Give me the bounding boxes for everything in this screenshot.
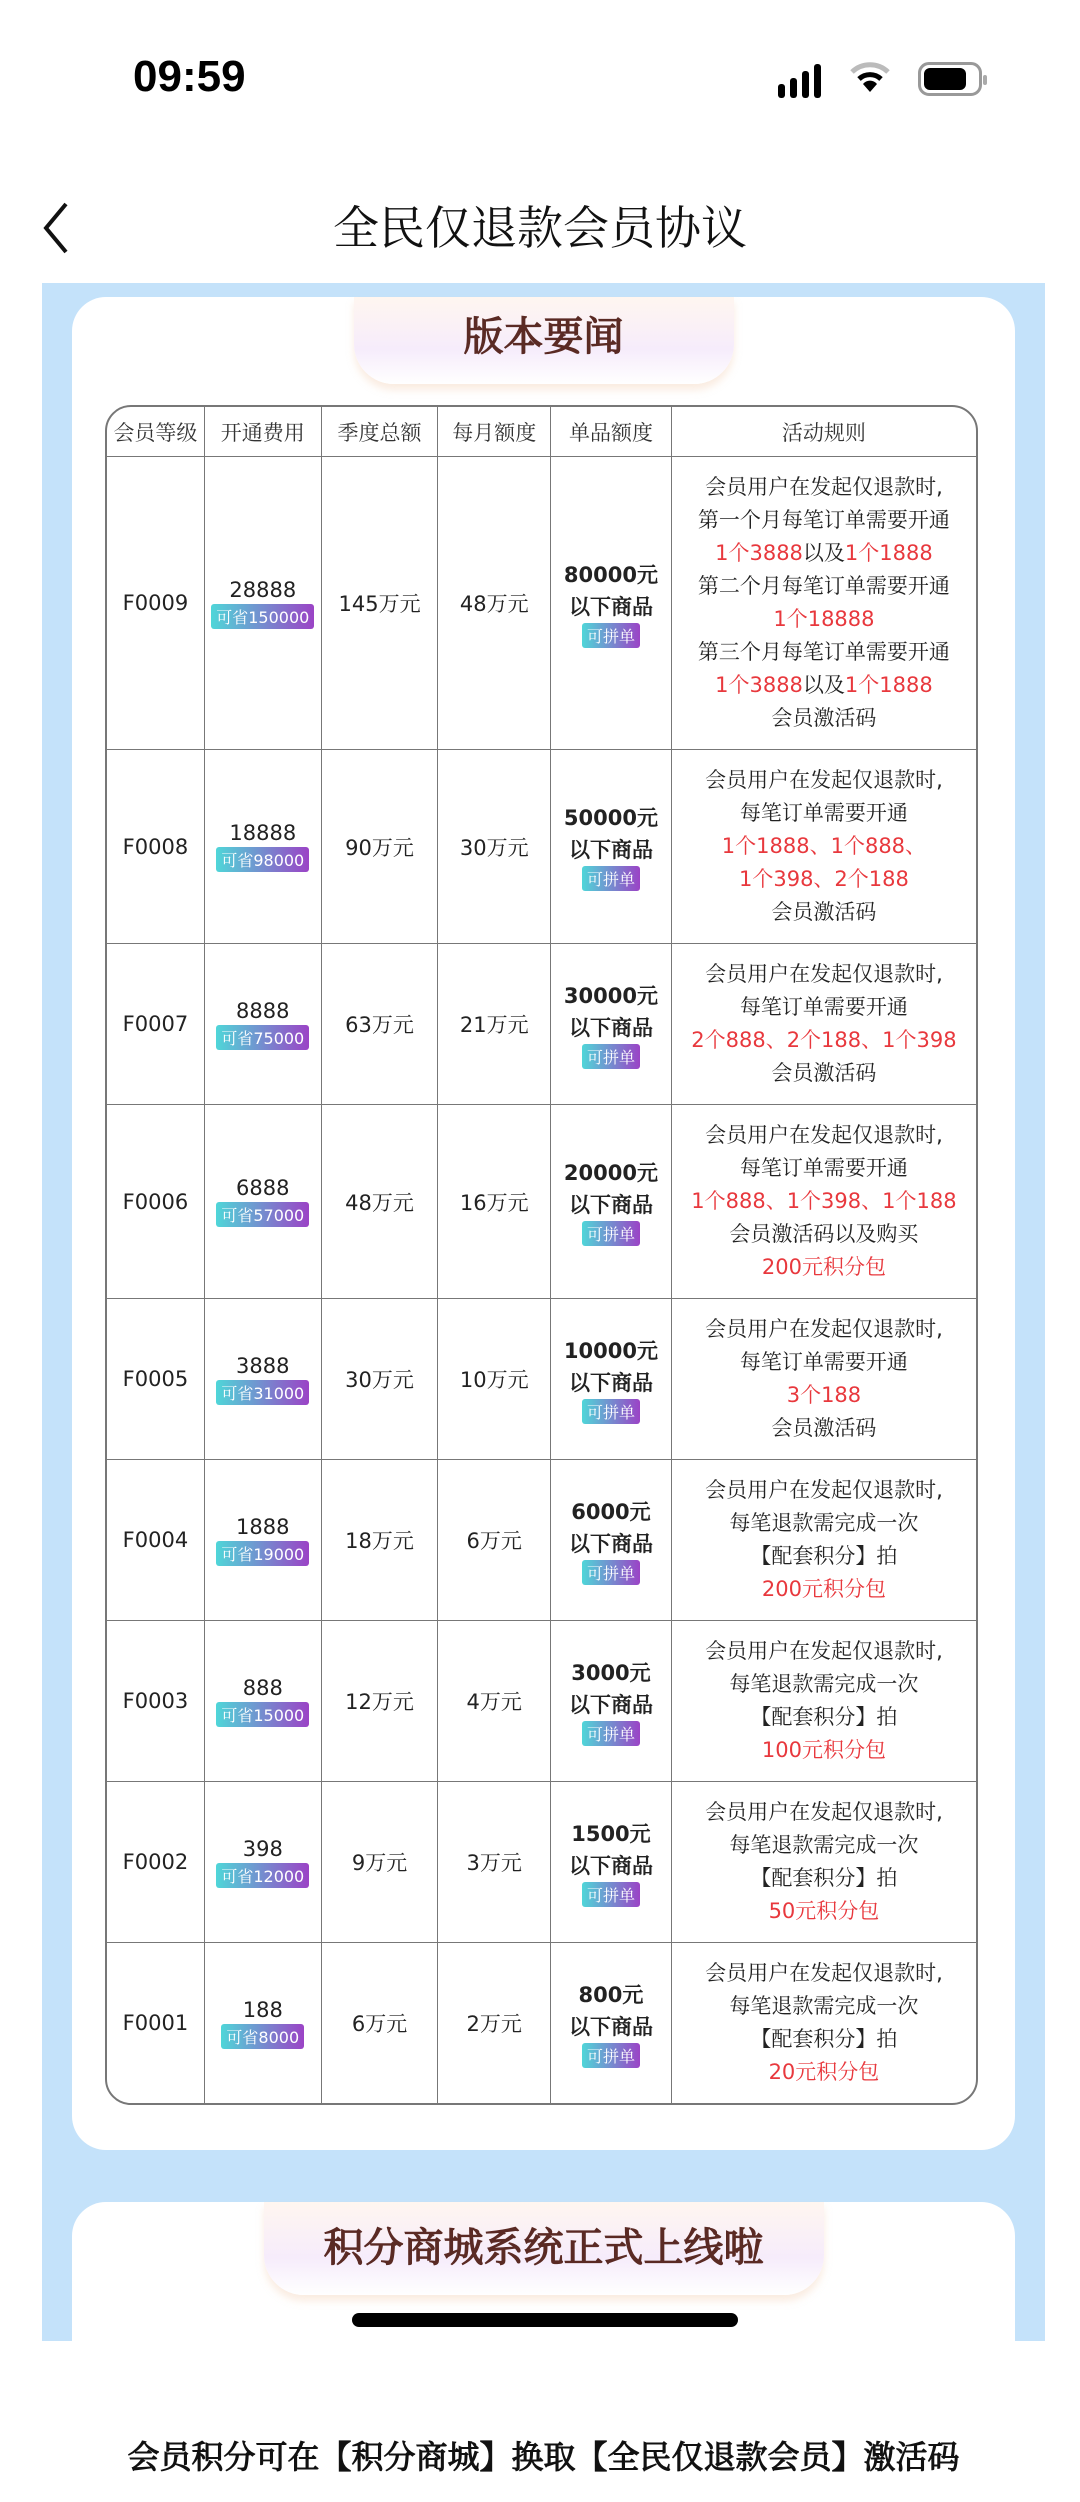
table-row	[107, 1460, 976, 1621]
rule-line	[672, 1734, 976, 1767]
fee-cell	[205, 1105, 322, 1299]
level-cell	[107, 1299, 205, 1460]
fee-value: 398	[242, 1836, 283, 1861]
rule-text: 1个18888	[773, 607, 875, 631]
quarter-cell	[322, 1782, 439, 1943]
fee-value: 6888	[236, 1176, 290, 1200]
rule-line	[672, 1957, 976, 1990]
member-level: F0009	[122, 591, 189, 615]
rule-text: 每笔退款需完成一次	[729, 1672, 919, 1696]
quarter-total: 63万元	[345, 1013, 414, 1037]
item-limit: 6000元	[571, 1499, 651, 1524]
rule-line	[672, 1152, 976, 1185]
month-cell	[438, 1943, 551, 2103]
fee-value: 28888	[229, 577, 297, 602]
quarter-cell	[322, 1105, 439, 1299]
level-cell	[107, 750, 205, 944]
savings-badge: 可省12000	[216, 1863, 309, 1888]
rule-text: 第二个月每笔订单需要开通	[697, 574, 950, 598]
rule-line	[672, 1379, 976, 1412]
rule-text: 会员激活码以及购买	[729, 1222, 919, 1246]
table-row	[107, 1943, 976, 2103]
group-buy-badge: 可拼单	[582, 1044, 640, 1069]
rule-line	[672, 1573, 976, 1606]
item-limit-suffix: 以下商品	[568, 838, 653, 862]
fee-cell	[205, 1299, 322, 1460]
column-header: 季度总额	[322, 407, 439, 457]
rule-line	[672, 1057, 976, 1090]
group-buy-badge: 可拼单	[582, 1560, 640, 1585]
level-cell	[107, 944, 205, 1105]
rule-text: 【配套积分】拍	[750, 1705, 898, 1729]
item-limit: 3000元	[571, 1660, 651, 1685]
home-indicator[interactable]	[352, 2313, 738, 2327]
fee-value: 8888	[236, 998, 290, 1023]
savings-badge: 可省75000	[216, 1025, 309, 1050]
column-header: 开通费用	[205, 407, 322, 457]
points-mall-text: 会员积分可在【积分商城】换取【全民仅退款会员】激活码	[127, 2438, 960, 2476]
rule-text: 每笔退款需完成一次	[729, 1994, 919, 2018]
monthly-limit: 4万元	[466, 1690, 522, 1714]
rules-cell	[672, 1105, 976, 1299]
level-cell	[107, 1943, 205, 2103]
rules-cell	[672, 1782, 976, 1943]
quarter-total: 145万元	[338, 592, 421, 616]
rule-text: 会员用户在发起仅退款时,	[705, 1639, 943, 1663]
level-cell	[107, 1782, 205, 1943]
rule-line	[672, 863, 976, 896]
rule-line	[672, 636, 976, 669]
savings-badge: 可省8000	[221, 2024, 304, 2049]
rule-text: 【配套积分】拍	[750, 1866, 898, 1890]
quarter-cell	[322, 1299, 439, 1460]
group-buy-badge: 可拼单	[582, 623, 640, 648]
rule-line	[672, 1185, 976, 1218]
points-mall-card	[72, 2202, 1015, 2502]
item-limit-suffix: 以下商品	[568, 2014, 653, 2039]
rule-text: 1个3888	[715, 673, 803, 697]
item-limit: 1500元	[571, 1821, 651, 1846]
monthly-limit: 30万元	[459, 835, 529, 860]
member-level: F0003	[122, 1689, 189, 1713]
rules-cell	[672, 1943, 976, 2103]
item-limit-cell	[551, 1621, 672, 1782]
member-level: F0007	[122, 1012, 189, 1036]
rule-line	[672, 991, 976, 1024]
rule-line	[672, 764, 976, 797]
rule-text: 第三个月每笔订单需要开通	[697, 640, 950, 664]
savings-badge: 可省19000	[216, 1541, 309, 1566]
rule-text: 会员激活码	[771, 900, 877, 924]
item-limit-cell	[551, 1105, 672, 1299]
column-header: 单品额度	[551, 407, 672, 457]
column-header: 会员等级	[107, 407, 205, 457]
item-limit: 800元	[578, 1982, 644, 2007]
member-level: F0002	[122, 1850, 189, 1874]
monthly-limit: 16万元	[459, 1190, 529, 1215]
savings-badge: 可省98000	[216, 847, 309, 872]
status-time: 09:59	[133, 52, 246, 101]
item-limit-suffix: 以下商品	[568, 1370, 653, 1395]
rule-text: 以及	[802, 673, 845, 697]
item-limit-cell	[551, 750, 672, 944]
rule-text: 1个1888	[844, 673, 933, 697]
rule-text: 【配套积分】拍	[750, 2027, 898, 2051]
rule-line	[672, 1635, 976, 1668]
quarter-total: 90万元	[345, 835, 414, 860]
quarter-cell	[322, 944, 439, 1105]
quarter-cell	[322, 1460, 439, 1621]
rule-text: 1个3888	[715, 541, 803, 565]
table-row	[107, 1299, 976, 1460]
item-limit-suffix: 以下商品	[568, 1015, 653, 1040]
rule-line	[672, 1796, 976, 1829]
quarter-cell	[322, 750, 439, 944]
fee-value: 18888	[229, 821, 297, 845]
rule-line	[672, 1862, 976, 1895]
item-limit-cell	[551, 1782, 672, 1943]
rule-text: 会员用户在发起仅退款时,	[705, 1800, 943, 1824]
rule-line	[672, 1990, 976, 2023]
month-cell	[438, 457, 551, 750]
rule-line	[672, 1412, 976, 1445]
item-limit: 10000元	[563, 1338, 658, 1363]
rule-text: 1个398、2个188	[738, 867, 909, 891]
fee-cell	[205, 750, 322, 944]
quarter-total: 9万元	[351, 1851, 408, 1875]
group-buy-badge: 可拼单	[582, 1399, 640, 1424]
rule-line	[672, 1829, 976, 1862]
rule-line	[672, 797, 976, 830]
rule-text: 会员用户在发起仅退款时,	[705, 1478, 943, 1502]
level-cell	[107, 1460, 205, 1621]
rule-line	[672, 958, 976, 991]
rule-text: 100元积分包	[761, 1738, 886, 1762]
table-row	[107, 1782, 976, 1943]
rule-line	[672, 1895, 976, 1928]
member-level: F0001	[122, 2011, 189, 2035]
rule-text: 200元积分包	[761, 1577, 886, 1601]
quarter-total: 18万元	[345, 1529, 414, 1553]
member-level: F0008	[122, 834, 189, 859]
rule-text: 1个1888、1个888、	[721, 834, 927, 858]
item-limit-cell	[551, 1299, 672, 1460]
nav-bar	[0, 180, 1080, 270]
fee-value: 1888	[236, 1514, 290, 1539]
rule-text: 20元积分包	[768, 2060, 880, 2084]
group-buy-badge: 可拼单	[582, 2043, 640, 2068]
group-buy-badge: 可拼单	[582, 1882, 640, 1907]
status-bar	[0, 0, 1080, 160]
month-cell	[438, 1460, 551, 1621]
version-news-card	[72, 297, 1015, 2150]
savings-badge: 可省57000	[216, 1202, 309, 1227]
rule-text: 以及	[802, 541, 845, 565]
level-cell	[107, 457, 205, 750]
rule-line	[672, 1024, 976, 1057]
rule-line	[672, 1507, 976, 1540]
quarter-cell	[322, 1621, 439, 1782]
content-panel	[42, 283, 1045, 2476]
rules-cell	[672, 457, 976, 750]
savings-badge: 可省31000	[216, 1380, 309, 1405]
member-level: F0004	[122, 1528, 189, 1552]
rules-cell	[672, 1621, 976, 1782]
monthly-limit: 3万元	[466, 1851, 522, 1875]
group-buy-badge: 可拼单	[582, 1721, 640, 1746]
rule-line	[672, 1313, 976, 1346]
level-cell	[107, 1105, 205, 1299]
rule-text: 会员激活码	[771, 1416, 877, 1440]
item-limit-suffix: 以下商品	[568, 1193, 653, 1217]
rule-line	[672, 669, 976, 702]
table-row	[107, 457, 976, 750]
rule-text: 【配套积分】拍	[750, 1544, 898, 1568]
quarter-total: 12万元	[345, 1690, 414, 1714]
battery-icon	[918, 62, 982, 96]
group-buy-badge: 可拼单	[582, 866, 640, 891]
rule-text: 第一个月每笔订单需要开通	[697, 508, 950, 532]
quarter-cell	[322, 457, 439, 750]
item-limit: 80000元	[563, 562, 658, 587]
item-limit-suffix: 以下商品	[568, 1692, 653, 1717]
monthly-limit: 21万元	[459, 1013, 529, 1037]
rule-line	[672, 570, 976, 603]
rule-text: 1个888、1个398、1个188	[691, 1189, 957, 1213]
fee-cell	[205, 1943, 322, 2103]
rule-text: 2个888、2个188、1个398	[691, 1028, 957, 1052]
section-title: 版本要闻	[354, 297, 734, 384]
month-cell	[438, 944, 551, 1105]
rule-text: 会员激活码	[771, 706, 877, 730]
rule-text: 200元积分包	[761, 1255, 886, 1279]
rule-text: 每笔订单需要开通	[739, 801, 908, 825]
rule-text: 每笔退款需完成一次	[729, 1511, 919, 1535]
rule-line	[672, 1119, 976, 1152]
page-title: 全民仅退款会员协议	[333, 201, 747, 255]
item-limit-suffix: 以下商品	[568, 1853, 653, 1878]
rule-line	[672, 1346, 976, 1379]
rule-line	[672, 1474, 976, 1507]
fee-cell	[205, 1782, 322, 1943]
level-cell	[107, 1621, 205, 1782]
item-limit-cell	[551, 944, 672, 1105]
table-row	[107, 944, 976, 1105]
rule-line	[672, 603, 976, 636]
item-limit-suffix: 以下商品	[568, 594, 653, 619]
section-title: 积分商城系统正式上线啦	[264, 2202, 824, 2295]
rule-line	[672, 1540, 976, 1573]
item-limit-suffix: 以下商品	[568, 1531, 653, 1556]
rule-line	[672, 1668, 976, 1701]
fee-value: 3888	[236, 1353, 290, 1378]
rule-text: 50元积分包	[768, 1899, 880, 1923]
monthly-limit: 2万元	[466, 2012, 522, 2036]
savings-badge: 可省150000	[211, 604, 314, 629]
item-limit-cell	[551, 457, 672, 750]
rules-cell	[672, 944, 976, 1105]
table-row	[107, 1105, 976, 1299]
membership-table	[105, 405, 978, 2105]
month-cell	[438, 1105, 551, 1299]
quarter-total: 48万元	[345, 1190, 414, 1215]
rule-line	[672, 1701, 976, 1734]
rule-line	[672, 537, 976, 570]
rule-line	[672, 2023, 976, 2056]
item-limit: 50000元	[563, 806, 658, 830]
month-cell	[438, 1621, 551, 1782]
item-limit-cell	[551, 1943, 672, 2103]
rule-line	[672, 1218, 976, 1251]
rule-text: 每笔订单需要开通	[739, 1156, 908, 1180]
rule-line	[672, 1251, 976, 1284]
month-cell	[438, 750, 551, 944]
month-cell	[438, 1782, 551, 1943]
fee-value: 888	[242, 1675, 283, 1700]
quarter-total: 30万元	[345, 1368, 414, 1392]
rule-line	[672, 830, 976, 863]
column-header: 每月额度	[438, 407, 551, 457]
rule-text: 会员用户在发起仅退款时,	[705, 475, 943, 499]
rule-text: 每笔订单需要开通	[739, 1350, 908, 1374]
fee-cell	[205, 944, 322, 1105]
rule-line	[672, 702, 976, 735]
fee-cell	[205, 1621, 322, 1782]
wifi-icon	[850, 60, 890, 94]
rule-text: 会员用户在发起仅退款时,	[705, 1123, 943, 1147]
monthly-limit: 10万元	[459, 1368, 529, 1392]
rule-text: 每笔订单需要开通	[739, 995, 908, 1019]
rule-text: 会员激活码	[771, 1061, 877, 1085]
quarter-total: 6万元	[351, 2012, 408, 2036]
rule-text: 1个1888	[844, 541, 933, 565]
member-level: F0005	[122, 1367, 189, 1391]
column-header: 活动规则	[672, 407, 976, 457]
table-header-row	[107, 407, 976, 457]
month-cell	[438, 1299, 551, 1460]
fee-cell	[205, 457, 322, 750]
rule-text: 会员用户在发起仅退款时,	[705, 1961, 943, 1985]
member-level: F0006	[122, 1189, 189, 1214]
monthly-limit: 6万元	[466, 1529, 522, 1553]
fee-cell	[205, 1460, 322, 1621]
savings-badge: 可省15000	[216, 1702, 309, 1727]
cellular-signal-icon	[778, 62, 821, 98]
rule-text: 每笔退款需完成一次	[729, 1833, 919, 1857]
rule-text: 3个188	[786, 1383, 862, 1407]
rule-line	[672, 896, 976, 929]
table-row	[107, 1621, 976, 1782]
fee-value: 188	[242, 1997, 283, 2022]
rules-cell	[672, 750, 976, 944]
rule-text: 会员用户在发起仅退款时,	[705, 1317, 943, 1341]
rules-cell	[672, 1460, 976, 1621]
quarter-cell	[322, 1943, 439, 2103]
item-limit-cell	[551, 1460, 672, 1621]
rule-line	[672, 2056, 976, 2089]
item-limit: 30000元	[563, 983, 658, 1008]
monthly-limit: 48万元	[459, 592, 529, 616]
item-limit: 20000元	[563, 1161, 658, 1185]
rule-text: 会员用户在发起仅退款时,	[705, 962, 943, 986]
rule-line	[672, 504, 976, 537]
table-row	[107, 750, 976, 944]
rules-cell	[672, 1299, 976, 1460]
group-buy-badge: 可拼单	[582, 1221, 640, 1246]
rule-line	[672, 471, 976, 504]
rule-text: 会员用户在发起仅退款时,	[705, 768, 943, 792]
